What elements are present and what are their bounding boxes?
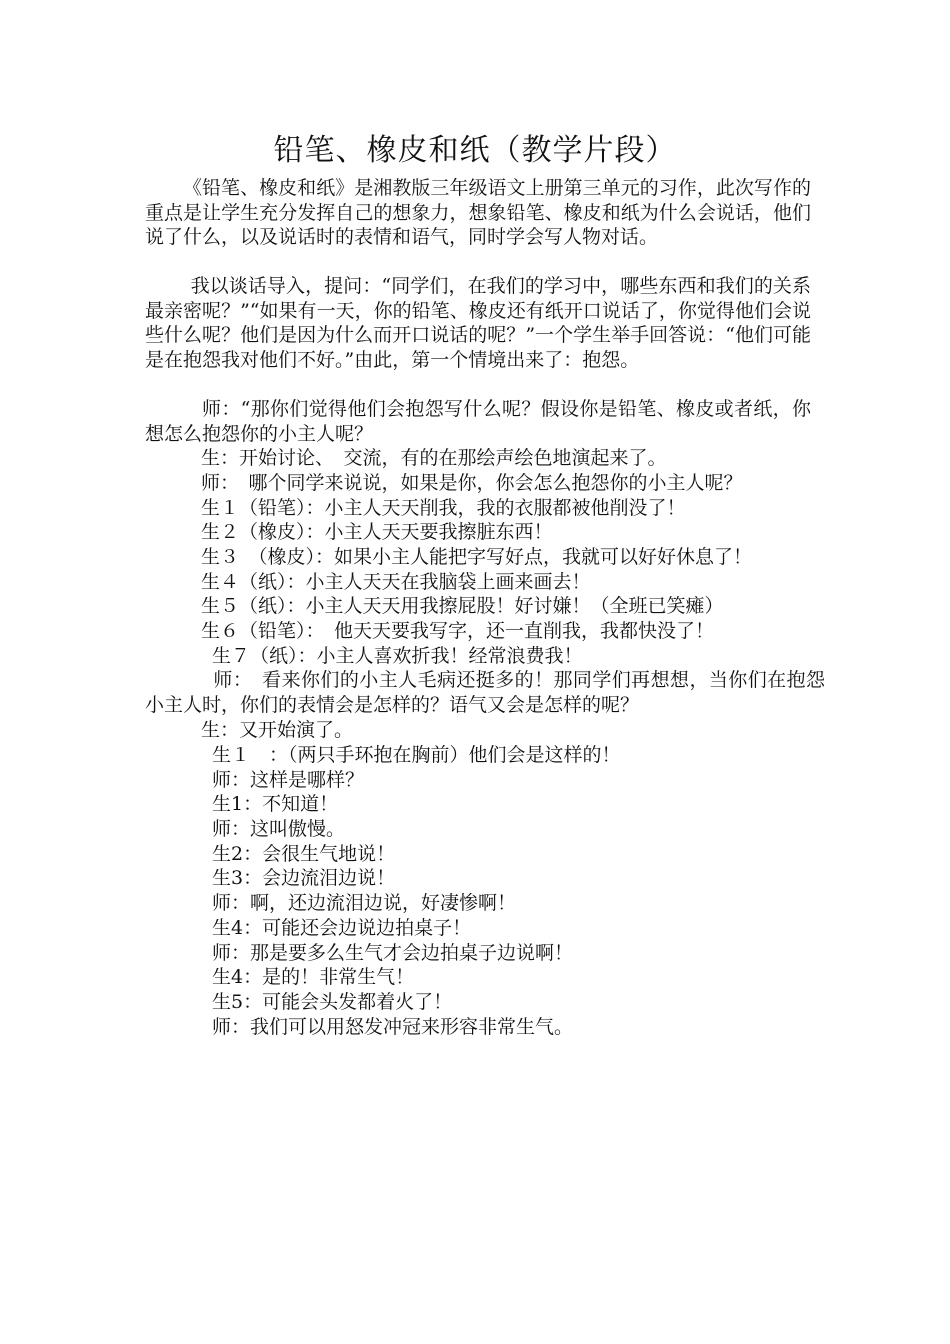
dialogue-line: 生４（纸）：小主人天天在我脑袋上画来画去！ bbox=[201, 571, 591, 593]
dialogue-line: 师： 哪个同学来说说，如果是你，你会怎么抱怨你的小主人呢？ bbox=[201, 472, 743, 494]
dialogue-line: 生1：不知道！ bbox=[212, 793, 339, 815]
teacher-followup-paragraph: 师： 看来你们的小主人毛病还挺多的！那同学们再想想，当你们在抱怨小主人时，你们的表情会是怎样的？语气又会是怎样的呢？ bbox=[145, 669, 825, 716]
dialogue-line: 生１（铅笔）：小主人天天削我，我的衣服都被他削没了！ bbox=[201, 497, 686, 519]
dialogue-line: 师：这叫傲慢。 bbox=[212, 818, 346, 840]
dialogue-line: 生５（纸）：小主人天天用我擦屁股！好讨嫌！（全班已笑瘫） bbox=[201, 595, 724, 617]
dialogue-line: 师：啊，还边流泪边说，好凄惨啊！ bbox=[212, 892, 517, 914]
dialogue-line: 生4：是的！非常生气！ bbox=[212, 966, 415, 988]
dialogue-line: 生：开始讨论、 交流，有的在那绘声绘色地演起来了。 bbox=[201, 447, 667, 469]
dialogue-line: 师：这样是哪样？ bbox=[212, 769, 365, 791]
dialogue-line: 生６（铅笔）： 他天天要我写字，还一直削我，我都快没了！ bbox=[201, 620, 715, 642]
dialogue-line: 师：我们可以用怒发冲冠来形容非常生气。 bbox=[212, 1016, 574, 1038]
dialogue-line: 生２（橡皮）：小主人天天要我擦脏东西！ bbox=[201, 521, 553, 543]
dialogue-line: 生３ （橡皮）：如果小主人能把字写好点，我就可以好好休息了！ bbox=[201, 546, 753, 568]
dialogue-line: 生3：会边流泪边说！ bbox=[212, 867, 396, 889]
dialogue-line: 生７（纸）：小主人喜欢折我！经常浪费我！ bbox=[212, 645, 583, 667]
lead-in-paragraph: 我以谈话导入，提问：“同学们，在我们的学习中，哪些东西和我们的关系最亲密呢？”“如果有一天，你的铅笔、橡皮还有纸开口说话了，你觉得他们会说些什么呢？他们是因为什么而开口说话的呢？”一个学生举手回答说：“他们可能是在抱怨我对他们不好。”由此，第一个情境出来了：抱怨。 bbox=[145, 275, 811, 371]
dialogue-line: 生１ ：（两只手环抱在胸前）他们会是这样的！ bbox=[212, 744, 621, 766]
dialogue-line: 师：那是要多么生气才会边拍桌子边说啊！ bbox=[212, 942, 574, 964]
teacher-question-paragraph: 师：“那你们觉得他们会抱怨写什么呢？假设你是铅笔、橡皮或者纸，你想怎么抱怨你的小主人呢？ bbox=[145, 398, 811, 445]
dialogue-line: 生2：会很生气地说！ bbox=[212, 843, 396, 865]
intro-paragraph: 《铅笔、橡皮和纸》是湘教版三年级语文上册第三单元的习作，此次写作的重点是让学生充分发挥自己的想象力，想象铅笔、橡皮和纸为什么会说话，他们说了什么，以及说话时的表情和语气，同时学会写人物对话。 bbox=[145, 177, 811, 248]
dialogue-line: 生4：可能还会边说边拍桌子！ bbox=[212, 917, 472, 939]
document-title: 铅笔、橡皮和纸（教学片段） bbox=[273, 133, 677, 168]
dialogue-line: 生5：可能会头发都着火了！ bbox=[212, 991, 453, 1013]
dialogue-line: 生：又开始演了。 bbox=[201, 719, 354, 741]
